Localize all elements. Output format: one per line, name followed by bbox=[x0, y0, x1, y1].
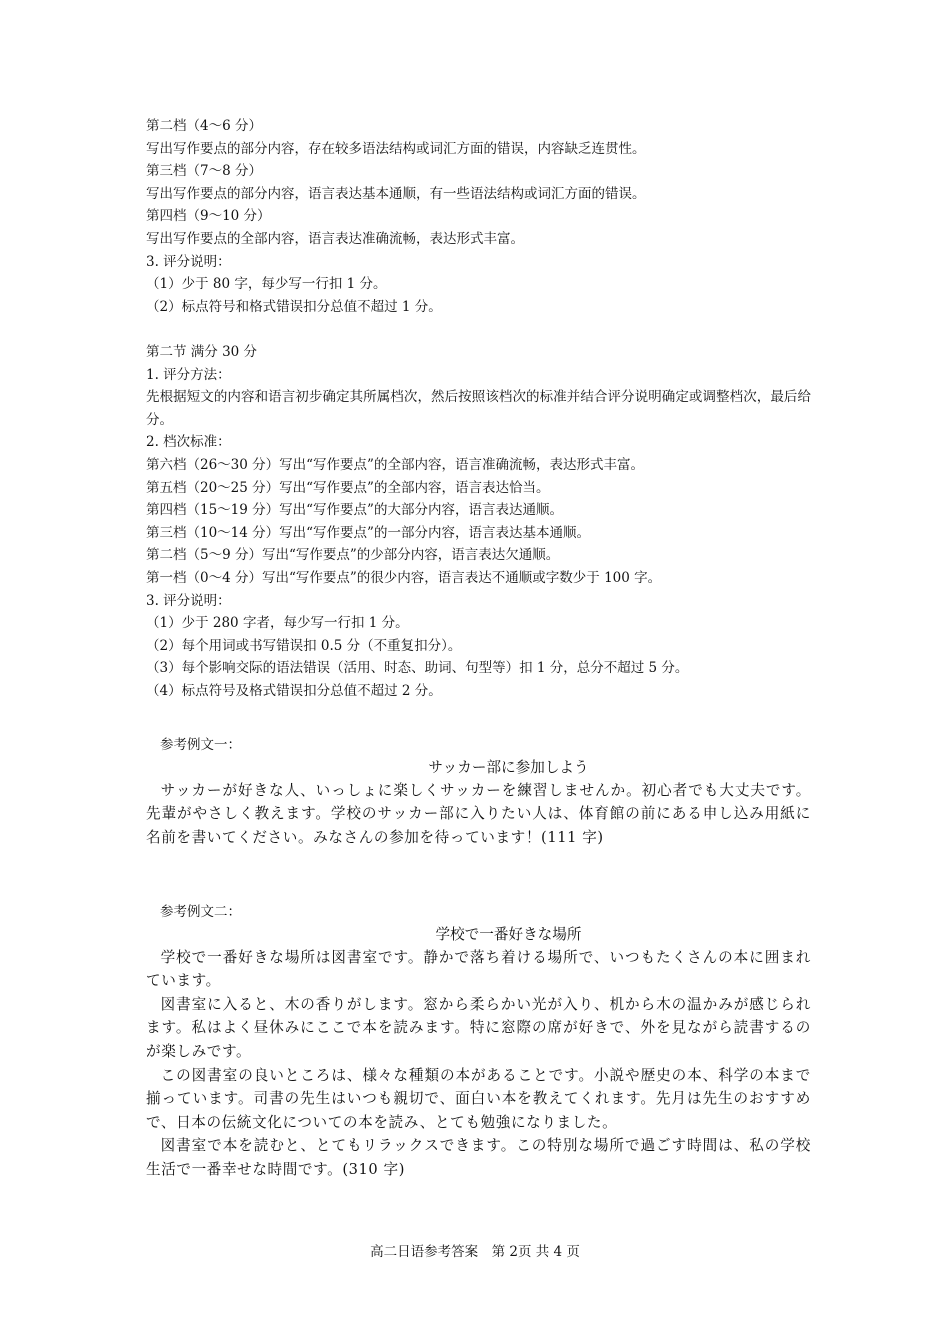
method-label: 1. 评分方法： bbox=[146, 366, 231, 383]
section-heading: 第二节 满分 30 分 bbox=[146, 344, 258, 360]
example-2-paragraph-1: 学校で一番好きな場所は図書室です。静かで落ち着ける場所で、いつもたくさんの本に囲まれています。 bbox=[146, 948, 811, 990]
section-second bbox=[146, 341, 811, 703]
example-1-title: サッカー部に参加しよう bbox=[428, 758, 589, 776]
tier-3-heading: 第三档（7～8 分） bbox=[146, 163, 262, 180]
example-2-paragraph-2: 図書室に入ると、木の香りがします。窓から柔らかい光が入り、机から木の温かみが感じられます。私はよく昼休みにここで本を読みます。特に窓際の席が好きで、外を見ながら読書するのが楽しみです。 bbox=[146, 995, 811, 1060]
method-text: 先根据短文的内容和语言初步确定其所属档次，然后按照该档次的标准并结合评分说明确定或调整档次，最后给分。 bbox=[146, 389, 811, 428]
tier-2-text: 写出写作要点的部分内容，存在较多语法结构或词汇方面的错误，内容缺乏连贯性。 bbox=[146, 140, 646, 157]
grade-6: 第六档（26～30 分）写出“写作要点”的全部内容，语言准确流畅，表达形式丰富。 bbox=[146, 456, 644, 473]
scoring-note-2: （2）标点符号和格式错误扣分总值不超过 1 分。 bbox=[146, 298, 442, 315]
tier-3-text: 写出写作要点的部分内容，语言表达基本通顺，有一些语法结构或词汇方面的错误。 bbox=[146, 185, 646, 202]
notes-label: 3. 评分说明： bbox=[146, 592, 231, 609]
scoring-notes-label: 3. 评分说明： bbox=[146, 253, 231, 270]
example-essay-2 bbox=[146, 901, 811, 1182]
page-footer: 高二日语参考答案 第 2页 共 4 页 bbox=[370, 1244, 580, 1260]
example-1-label: 参考例文一： bbox=[160, 737, 241, 753]
example-2-label: 参考例文二： bbox=[160, 904, 241, 920]
example-2-title: 学校で一番好きな場所 bbox=[435, 925, 582, 943]
tier-4-text: 写出写作要点的全部内容，语言表达准确流畅，表达形式丰富。 bbox=[146, 230, 524, 247]
note-4: （4）标点符号及格式错误扣分总值不超过 2 分。 bbox=[146, 682, 442, 699]
grade-3: 第三档（10～14 分）写出“写作要点”的一部分内容，语言表达基本通顺。 bbox=[146, 524, 590, 541]
note-2: （2）每个用词或书写错误扣 0.5 分（不重复扣分）。 bbox=[146, 637, 462, 654]
example-1-paragraph: サッカーが好きな人、いっしょに楽しくサッカーを練習しませんか。初心者でも大丈夫です。先輩がやさしく教えます。学校のサッカー部に入りたい人は、体育館の前にある申し込み用紙に名前を書いてください。みなさんの参加を待っています！(111 字) bbox=[146, 781, 811, 846]
grade-5: 第五档（20～25 分）写出“写作要点”的全部内容，语言表达恰当。 bbox=[146, 479, 550, 496]
grade-1: 第一档（0～4 分）写出“写作要点”的很少内容，语言表达不通顺或字数少于 100 字。 bbox=[146, 569, 662, 586]
example-essay-1 bbox=[146, 734, 811, 849]
scoring-note-1: （1）少于 80 字，每少写一行扣 1 分。 bbox=[146, 276, 387, 293]
grade-2: 第二档（5～9 分）写出“写作要点”的少部分内容，语言表达欠通顺。 bbox=[146, 547, 560, 564]
grades-label: 2. 档次标准： bbox=[146, 434, 231, 451]
example-2-paragraph-3: この図書室の良いところは、様々な種類の本があることです。小説や歴史の本、科学の本まで揃っています。司書の先生はいつも親切で、面白い本を教えてくれます。先月は先生のおすすめで、日本の伝統文化についての本を読み、とても勉強になりました。 bbox=[146, 1066, 811, 1131]
section-first-tiers bbox=[146, 115, 811, 318]
note-3: （3）每个影响交际的语法错误（活用、时态、助词、句型等）扣 1 分，总分不超过 5 分。 bbox=[146, 660, 689, 677]
example-2-paragraph-4: 図書室で本を読むと、とてもリラックスできます。この特別な場所で過ごす時間は、私の学校生活で一番幸せな時間です。(310 字) bbox=[146, 1137, 811, 1178]
note-1: （1）少于 280 字者，每少写一行扣 1 分。 bbox=[146, 615, 409, 632]
grade-4: 第四档（15～19 分）写出“写作要点”的大部分内容，语言表达通顺。 bbox=[146, 502, 563, 519]
tier-4-heading: 第四档（9～10 分） bbox=[146, 208, 271, 225]
tier-2-heading: 第二档（4～6 分） bbox=[146, 118, 262, 134]
